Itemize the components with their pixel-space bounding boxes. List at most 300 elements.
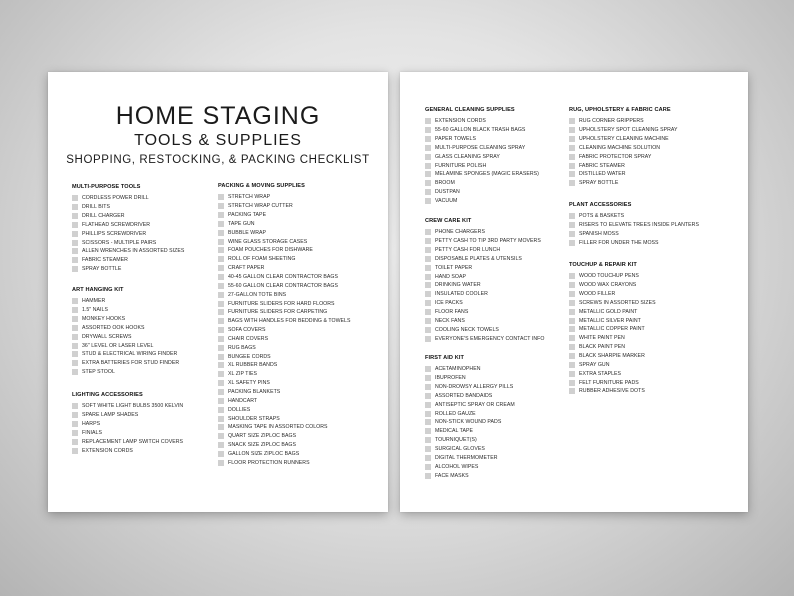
checklist-item (569, 369, 656, 378)
checkbox[interactable] (425, 145, 431, 151)
checkbox[interactable] (218, 247, 224, 253)
checkbox[interactable] (218, 230, 224, 236)
page-subtitle: TOOLS & SUPPLIES (134, 132, 302, 149)
checklist-item (569, 307, 656, 316)
checklist-item (425, 272, 544, 281)
checklist-item (72, 203, 184, 212)
checklist-item-label: RUG CORNER GRIPPERS (579, 118, 644, 125)
checkbox[interactable] (569, 222, 575, 228)
checkbox[interactable] (425, 419, 431, 425)
checkbox[interactable] (569, 309, 575, 315)
checklist-item (218, 379, 350, 388)
checkbox[interactable] (72, 334, 78, 340)
checkbox[interactable] (72, 448, 78, 454)
checklist-item (425, 188, 539, 197)
checklist-item (569, 281, 656, 290)
checklist-item-label: PHONE CHARGERS (435, 229, 485, 236)
checklist-item-label: RISERS TO ELEVATE TREES INSIDE PLANTERS (579, 222, 699, 229)
checklist-item-label: SOFA COVERS (228, 327, 266, 334)
section-plant-accessories (569, 202, 699, 247)
checkbox[interactable] (569, 388, 575, 394)
checkbox[interactable] (425, 127, 431, 133)
checklist-item (425, 197, 539, 206)
checkbox[interactable] (218, 442, 224, 448)
checklist-item (72, 446, 183, 455)
checklist-item-label: MELAMINE SPONGES (MAGIC ERASERS) (435, 171, 539, 178)
checklist-item (72, 315, 179, 324)
checklist-item-label: ALLEN WRENCHES IN ASSORTED SIZES (82, 248, 185, 255)
checkbox[interactable] (218, 212, 224, 218)
checkbox[interactable] (425, 455, 431, 461)
checklist-item-label: WOOD TOUCHUP PENS (579, 273, 639, 280)
checklist-item-label: 55-60 GALLON CLEAR CONTRACTOR BAGS (228, 282, 338, 289)
checkbox[interactable] (218, 256, 224, 262)
checklist-item-label: MASKING TAPE IN ASSORTED COLORS (228, 424, 328, 431)
checklist-item-label: ROLL OF FOAM SHEETING (228, 256, 296, 263)
checkbox[interactable] (218, 424, 224, 430)
checklist-item (425, 308, 544, 317)
checkbox[interactable] (218, 389, 224, 395)
checklist-item-label: CORDLESS POWER DRILL (82, 195, 149, 202)
checkbox[interactable] (218, 398, 224, 404)
checklist-item (425, 383, 515, 392)
checklist-item-label: HAND SOAP (435, 273, 467, 280)
checklist-item-label: SPRAY BOTTLE (579, 180, 619, 187)
checklist-item-label: ASSORTED BANDAIDS (435, 392, 493, 399)
checkbox[interactable] (425, 171, 431, 177)
checkbox[interactable] (425, 336, 431, 342)
checkbox[interactable] (72, 195, 78, 201)
checkbox[interactable] (569, 231, 575, 237)
checkbox[interactable] (425, 291, 431, 297)
checkbox[interactable] (569, 300, 575, 306)
checklist-item (218, 255, 350, 264)
checklist-item (425, 418, 515, 427)
checklist-item (425, 427, 515, 436)
checkbox[interactable] (425, 198, 431, 204)
checklist-item-label: SPRAY GUN (579, 361, 610, 368)
checklist-item-label: 1.5" NAILS (82, 307, 108, 314)
checkbox[interactable] (425, 375, 431, 381)
checklist-item (569, 378, 656, 387)
checkbox[interactable] (569, 273, 575, 279)
checklist-item-label: NON-STICK WOUND PADS (435, 419, 502, 426)
checklist-item-label: CRAFT PAPER (228, 265, 265, 272)
checklist-item (218, 343, 350, 352)
checklist-item-label: BLACK PAINT PEN (579, 344, 626, 351)
checklist-item-label: UPHOLSTERY CLEANING MACHINE (579, 136, 669, 143)
checklist-item-label: RUG BAGS (228, 344, 256, 351)
checklist-item-label: EXTENSION CORDS (82, 447, 133, 454)
checklist-item (569, 126, 678, 135)
checklist-item (72, 324, 179, 333)
checklist-item-label: EVERYONE'S EMERGENCY CONTACT INFO (435, 335, 545, 342)
checklist-item (72, 256, 184, 265)
section-multi-purpose-tools (72, 184, 184, 274)
checklist-item-label: DIGITAL THERMOMETER (435, 454, 498, 461)
checkbox[interactable] (72, 343, 78, 349)
checkbox[interactable] (218, 309, 224, 315)
checklist-item-label: FELT FURNITURE PADS (579, 379, 639, 386)
checklist-item-label: 36" LEVEL OR LASER LEVEL (82, 342, 154, 349)
checkbox[interactable] (425, 437, 431, 443)
checklist-item-label: DRILL CHARGER (82, 213, 125, 220)
checkbox[interactable] (425, 118, 431, 124)
checkbox[interactable] (72, 222, 78, 228)
checklist-item (218, 237, 350, 246)
checkbox[interactable] (569, 335, 575, 341)
checklist-item-label: FURNITURE POLISH (435, 162, 487, 169)
checklist-item (425, 365, 515, 374)
checkbox[interactable] (425, 402, 431, 408)
checkbox[interactable] (72, 307, 78, 313)
checklist-item-label: METALLIC SILVER PAINT (579, 317, 641, 324)
checklist-item-label: FLOOR FANS (435, 309, 469, 316)
checkbox[interactable] (425, 309, 431, 315)
checklist-item-label: DISPOSABLE PLATES & UTENSILS (435, 255, 522, 262)
checklist-item-label: STRETCH WRAP CUTTER (228, 203, 293, 210)
checklist-item (425, 436, 515, 445)
checklist-item (425, 263, 544, 272)
checklist-item-label: HARPS (82, 421, 101, 428)
checklist-item (425, 462, 515, 471)
checklist (72, 297, 179, 377)
checklist-item-label: ACETAMINOPHEN (435, 366, 481, 373)
checklist (569, 212, 699, 247)
checklist-item (569, 272, 656, 281)
checklist-item (72, 247, 184, 256)
checkbox[interactable] (72, 351, 78, 357)
checkbox[interactable] (72, 412, 78, 418)
checkbox[interactable] (569, 145, 575, 151)
checklist-item (425, 255, 544, 264)
checklist-item-label: SHOULDER STRAPS (228, 415, 280, 422)
checkbox[interactable] (569, 353, 575, 359)
checkbox[interactable] (425, 428, 431, 434)
checkbox[interactable] (569, 180, 575, 186)
section-lighting-accessories (72, 392, 183, 455)
checklist-item-label: ROLLED GAUZE (435, 410, 476, 417)
checklist-item-label: XL RUBBER BANDS (228, 362, 278, 369)
checklist-item (72, 212, 184, 221)
checklist-item-label: HAMMER (82, 298, 106, 305)
checklist-item (569, 230, 699, 239)
checklist-item-label: WHITE PAINT PEN (579, 335, 625, 342)
checkbox[interactable] (569, 154, 575, 160)
checkbox[interactable] (72, 231, 78, 237)
checkbox[interactable] (218, 265, 224, 271)
checklist-item (569, 352, 656, 361)
section-general-cleaning-supplies (425, 107, 539, 205)
checkbox[interactable] (218, 371, 224, 377)
checkbox[interactable] (569, 127, 575, 133)
checkbox[interactable] (569, 344, 575, 350)
checklist-item-label: WOOD FILLER (579, 291, 616, 298)
checkbox[interactable] (72, 248, 78, 254)
checklist-item (218, 432, 350, 441)
checkbox[interactable] (569, 163, 575, 169)
checkbox[interactable] (72, 369, 78, 375)
checkbox[interactable] (425, 238, 431, 244)
checklist-item (569, 161, 678, 170)
checkbox[interactable] (425, 473, 431, 479)
checkbox[interactable] (569, 118, 575, 124)
checkbox[interactable] (72, 240, 78, 246)
checkbox[interactable] (218, 318, 224, 324)
checkbox[interactable] (425, 154, 431, 160)
checklist-item-label: PETTY CASH TO TIP 3RD PARTY MOVERS (435, 238, 541, 245)
checkbox[interactable] (218, 380, 224, 386)
checkbox[interactable] (425, 411, 431, 417)
checklist-item (72, 402, 183, 411)
checkbox[interactable] (425, 366, 431, 372)
checkbox[interactable] (425, 282, 431, 288)
checkbox[interactable] (569, 362, 575, 368)
checkbox[interactable] (569, 380, 575, 386)
checklist-page-2 (400, 72, 748, 512)
checkbox[interactable] (569, 213, 575, 219)
checkbox[interactable] (218, 283, 224, 289)
checkbox[interactable] (218, 407, 224, 413)
checklist-item (218, 308, 350, 317)
checklist-item-label: SCREWS IN ASSORTED SIZES (579, 299, 656, 306)
checkbox[interactable] (218, 345, 224, 351)
checkbox[interactable] (72, 403, 78, 409)
checklist-item-label: FLOOR PROTECTION RUNNERS (228, 459, 310, 466)
checklist-item-label: WINE GLASS STORAGE CASES (228, 238, 308, 245)
checklist-item (425, 392, 515, 401)
checklist-item-label: DOLLIES (228, 406, 251, 413)
checkbox[interactable] (218, 203, 224, 209)
checklist-item-label: ANTISEPTIC SPRAY OR CREAM (435, 401, 515, 408)
section-title: MULTI-PURPOSE TOOLS (72, 184, 141, 190)
checklist-page-1 (48, 72, 388, 512)
checkbox[interactable] (569, 371, 575, 377)
checklist-item-label: EXTRA STAPLES (579, 370, 622, 377)
checklist-item-label: IBUPROFEN (435, 375, 466, 382)
checkbox[interactable] (72, 325, 78, 331)
checklist-item (569, 170, 678, 179)
checkbox[interactable] (425, 163, 431, 169)
checklist-item (425, 409, 515, 418)
checklist-item (425, 228, 544, 237)
checklist-item (218, 264, 350, 273)
checklist-item (72, 368, 179, 377)
checkbox[interactable] (218, 292, 224, 298)
checklist-item (425, 152, 539, 161)
checklist-item-label: RUBBER ADHESIVE DOTS (579, 388, 645, 395)
checklist-item-label: XL ZIP TIES (228, 371, 257, 378)
checkbox[interactable] (218, 239, 224, 245)
checklist-item (218, 228, 350, 237)
checklist-item (218, 441, 350, 450)
checklist-item (218, 370, 350, 379)
checkbox[interactable] (569, 291, 575, 297)
checkbox[interactable] (218, 416, 224, 422)
checklist-item (425, 316, 544, 325)
checklist-item-label: CHAIR COVERS (228, 335, 269, 342)
checkbox[interactable] (72, 204, 78, 210)
checklist-item-label: CLEANING MACHINE SOLUTION (579, 144, 661, 151)
checklist-item (218, 352, 350, 361)
checkbox[interactable] (72, 360, 78, 366)
checkbox[interactable] (425, 274, 431, 280)
checklist-item-label: FINIALS (82, 429, 102, 436)
checklist-item-label: REPLACEMENT LAMP SWITCH COVERS (82, 438, 184, 445)
checklist-item-label: STEP STOOL (82, 369, 115, 376)
checklist-item (425, 445, 515, 454)
checkbox[interactable] (569, 282, 575, 288)
checklist-item-label: ALCOHOL WIPES (435, 463, 479, 470)
checkbox[interactable] (569, 171, 575, 177)
checklist-item-label: NON-DROWSY ALLERGY PILLS (435, 384, 514, 391)
checkbox[interactable] (218, 274, 224, 280)
checkbox[interactable] (218, 433, 224, 439)
checklist-item-label: FURNITURE SLIDERS FOR CARPETING (228, 309, 328, 316)
checklist-item-label: VACUUM (435, 198, 458, 205)
checklist-item-label: DRILL BITS (82, 204, 110, 211)
checklist-item-label: BAGS WITH HANDLES FOR BEDDING & TOWELS (228, 318, 351, 325)
checkbox[interactable] (425, 464, 431, 470)
checklist-item (425, 299, 544, 308)
checklist-item (425, 161, 539, 170)
checkbox[interactable] (425, 327, 431, 333)
checkbox[interactable] (218, 362, 224, 368)
checklist-item (72, 238, 184, 247)
checkbox[interactable] (569, 136, 575, 142)
checklist-item-label: SOFT WHITE LIGHT BULBS 3500 KELVIN (82, 403, 184, 410)
checkbox[interactable] (218, 336, 224, 342)
checklist-item-label: TAPE GUN (228, 220, 255, 227)
checklist-item-label: TOURNIQUET(S) (435, 437, 477, 444)
checkbox[interactable] (72, 421, 78, 427)
checkbox[interactable] (425, 384, 431, 390)
checkbox[interactable] (218, 327, 224, 333)
checklist-item-label: BUBBLE WRAP (228, 229, 267, 236)
checklist-item-label: GALLON SIZE ZIPLOC BAGS (228, 450, 300, 457)
checklist-item (425, 290, 544, 299)
checklist-item (425, 400, 515, 409)
checkbox[interactable] (425, 136, 431, 142)
checkbox[interactable] (218, 354, 224, 360)
checklist-item-label: FABRIC STEAMER (82, 257, 128, 264)
checkbox[interactable] (425, 300, 431, 306)
section-rug-upholstery-fabric-care (569, 107, 678, 188)
checklist-item (425, 117, 539, 126)
checklist-item-label: FACE MASKS (435, 472, 469, 479)
section-title: RUG, UPHOLSTERY & FABRIC CARE (569, 107, 671, 113)
checklist-item (72, 297, 179, 306)
checklist-item (72, 194, 184, 203)
section-title: CREW CARE KIT (425, 218, 472, 224)
checklist-item (425, 144, 539, 153)
checkbox[interactable] (218, 221, 224, 227)
checklist-item (72, 265, 184, 274)
checkbox[interactable] (425, 180, 431, 186)
section-title: ART HANGING KIT (72, 287, 124, 293)
section-touchup-repair-kit (569, 262, 656, 396)
checklist-item-label: COOLING NECK TOWELS (435, 326, 499, 333)
checklist-item (569, 343, 656, 352)
checklist-item (569, 212, 699, 221)
checklist-item-label: NECK FANS (435, 317, 465, 324)
checkbox[interactable] (72, 430, 78, 436)
checklist-item (569, 325, 656, 334)
checklist (425, 365, 515, 480)
checklist-item (425, 126, 539, 135)
checklist-item-label: PAPER TOWELS (435, 136, 476, 143)
section-packing-moving-supplies (218, 183, 350, 467)
checklist-item-label: HANDCART (228, 397, 258, 404)
checklist-item-label: SCISSORS - MULTIPLE PAIRS (82, 239, 157, 246)
checklist-item (218, 202, 350, 211)
checkbox[interactable] (72, 439, 78, 445)
checkbox[interactable] (218, 301, 224, 307)
section-title: GENERAL CLEANING SUPPLIES (425, 107, 515, 113)
checklist-item-label: DRYWALL SCREWS (82, 333, 132, 340)
checklist-item (569, 221, 699, 230)
checkbox[interactable] (569, 326, 575, 332)
checklist-item-label: PACKING BLANKETS (228, 388, 281, 395)
checklist-item-label: WOOD WAX CRAYONS (579, 282, 637, 289)
checkbox[interactable] (425, 446, 431, 452)
checklist-item-label: METALLIC GOLD PAINT (579, 308, 638, 315)
checkbox[interactable] (72, 298, 78, 304)
checkbox[interactable] (425, 265, 431, 271)
checklist-item-label: EXTENSION CORDS (435, 118, 486, 125)
section-title: FIRST AID KIT (425, 355, 465, 361)
checkbox[interactable] (425, 247, 431, 253)
section-art-hanging-kit (72, 287, 179, 377)
checkbox[interactable] (425, 318, 431, 324)
checkbox[interactable] (218, 451, 224, 457)
checklist-item-label: SPANISH MOSS (579, 231, 619, 238)
checklist (72, 194, 184, 274)
checkbox[interactable] (569, 318, 575, 324)
checkbox[interactable] (72, 257, 78, 263)
checkbox[interactable] (72, 266, 78, 272)
checklist-item-label: STRETCH WRAP (228, 194, 271, 201)
checklist-item (425, 374, 515, 383)
checklist-item (569, 299, 656, 308)
section-crew-care-kit (425, 218, 544, 343)
checkbox[interactable] (218, 194, 224, 200)
checklist-item-label: DUSTPAN (435, 189, 460, 196)
checklist-item (72, 229, 184, 238)
checklist-item (569, 152, 678, 161)
checkbox[interactable] (425, 393, 431, 399)
checklist-item (218, 299, 350, 308)
checkbox[interactable] (569, 240, 575, 246)
checklist-item (218, 317, 350, 326)
checkbox[interactable] (72, 213, 78, 219)
checkbox[interactable] (72, 316, 78, 322)
checklist-item (72, 420, 183, 429)
checklist-item (218, 335, 350, 344)
page-tagline: SHOPPING, RESTOCKING, & PACKING CHECKLIST (66, 154, 370, 166)
checklist-item-label: ASSORTED OOK HOOKS (82, 324, 145, 331)
checklist-item-label: TOILET PAPER (435, 264, 473, 271)
checklist-item (72, 350, 179, 359)
checkbox[interactable] (425, 229, 431, 235)
checkbox[interactable] (218, 460, 224, 466)
checklist-item (425, 179, 539, 188)
checklist-item (425, 453, 515, 462)
checkbox[interactable] (425, 256, 431, 262)
checkbox[interactable] (425, 189, 431, 195)
checklist-item-label: MEDICAL TAPE (435, 428, 473, 435)
checklist-item-label: BUNGEE CORDS (228, 353, 271, 360)
